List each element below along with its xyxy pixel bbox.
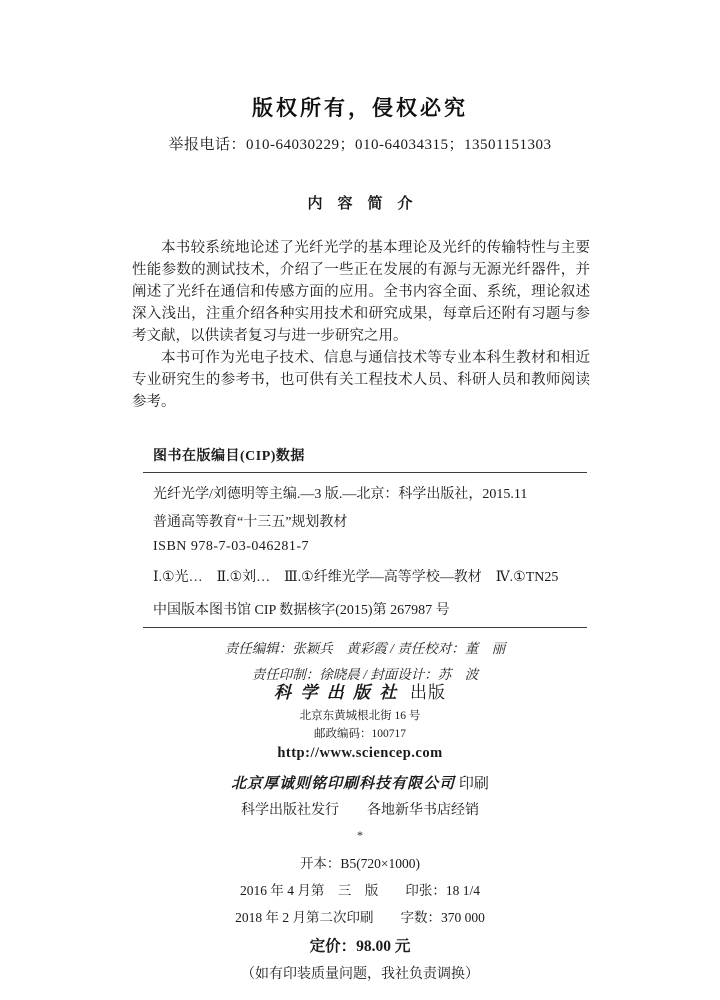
edition-line: 2016 年 4 月第 三 版 印张：18 1/4 — [239, 883, 480, 898]
printing-line: 2018 年 2 月第二次印刷 字数：370 000 — [235, 910, 485, 925]
publisher-website: http://www.sciencep.com — [277, 745, 443, 761]
report-phone-line: 举报电话：010-64030229；010-64034315；13501151303 — [168, 137, 552, 153]
credits-editors-line: 责任编辑：张颖兵 黄彩霞 / 责任校对：董 丽 — [224, 641, 506, 656]
cip-number-line: 中国版本图书馆 CIP 数据核字(2015)第 267987 号 — [153, 603, 450, 618]
intro-paragraph-2: 本书可作为光电子技术、信息与通信技术等专业本科生教材和相近专业研究生的参考书，也可供有关工程技术人员、科研人员和教师阅读参考。 — [132, 350, 590, 410]
cip-isbn-line: ISBN 978-7-03-046281-7 — [153, 539, 310, 554]
publisher-line — [0, 678, 720, 703]
publisher-logotype: 科学出版社 — [274, 683, 406, 702]
quality-notice-line: （如有印装质量问题，我社负责调换） — [241, 967, 479, 982]
cip-classification-line: Ⅰ.①光… Ⅱ.①刘… Ⅲ.①纤维光学—高等学校—教材 Ⅳ.①TN25 — [153, 570, 559, 585]
printer-line — [0, 772, 720, 793]
publisher-suffix: 出版 — [410, 683, 446, 702]
colophon-block — [0, 678, 720, 983]
cip-bottom-rule — [143, 627, 587, 628]
cip-data-block — [143, 445, 587, 683]
star-separator: * — [357, 828, 363, 842]
publisher-address: 北京东黄城根北街 16 号 — [299, 710, 421, 722]
format-line: 开本：B5(720×1000) — [299, 856, 421, 871]
intro-paragraph-1: 本书较系统地论述了光纤光学的基本理论及光纤的传输特性与主要性能参数的测试技术，介绍了一些正在发展的有源与无源光纤器件，并阐述了光纤在通信和传感方面的应用。全书内容全面、系统，理论叙述深入浅出，注重介绍各种实用技术和研究成果，每章后还附有习题与参考文献，以供读者复习与进一步研究之用。 — [132, 240, 590, 344]
printer-logotype: 北京厚诚则铭印刷科技有限公司 — [231, 776, 456, 792]
cip-title-line: 光纤光学/刘德明等主编.—3 版.—北京：科学出版社，2015.11 — [153, 487, 528, 502]
printer-suffix: 印刷 — [458, 776, 489, 792]
price-line: 定价：98.00 元 — [309, 938, 411, 955]
cip-series-line: 普通高等教育“十三五”规划教材 — [153, 515, 348, 530]
copyright-notice: 版权所有，侵权必究 — [252, 96, 468, 120]
cip-header: 图书在版编目(CIP)数据 — [153, 449, 305, 464]
content-intro-body — [132, 237, 590, 413]
content-intro-heading: 内 容 简 介 — [307, 196, 413, 212]
distribution-line: 科学出版社发行 各地新华书店经销 — [241, 803, 479, 818]
credits-printing-design-line: 责任印制：徐晓晨 / 封面设计：苏 波 — [251, 667, 479, 682]
publisher-postcode: 邮政编码：100717 — [314, 728, 406, 740]
cip-top-rule — [143, 472, 587, 473]
